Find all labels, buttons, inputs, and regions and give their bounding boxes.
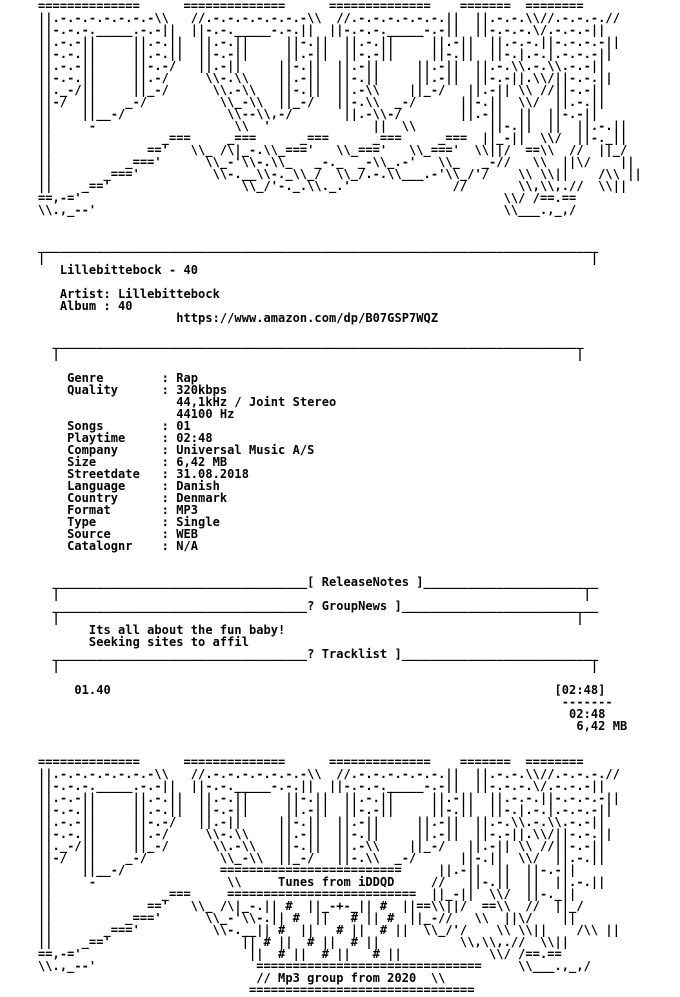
- nfo-line: || _===' \\-.__\\-._\\_/ \\_/.-.\\___.-'\\_/'/ \\ \\|| /\\ ||: [38, 167, 664, 181]
- nfo-line: ||.-.-|| ||.-.|| ||.-.|| ||-.|| ||.-.|| ||.-|| ||.-.-.||-.-.-.-||: [38, 35, 620, 49]
- nfo-line: || ||__-/ ========================= ||.-|| || ||-.-||: [38, 863, 577, 877]
- nfo-line: 44100 Hz: [38, 407, 235, 421]
- nfo-line: || _===' \\_-'\\-.|| # || # || # ||_-// \\ ||\/ ||: [38, 911, 599, 925]
- nfo-line: Catalognr : N/A: [38, 539, 199, 553]
- nfo-line: Country : Denmark: [38, 491, 228, 505]
- nfo-line: -------: [38, 695, 613, 709]
- nfo-line: || _=== ========================== ||_-|| \\/ ||-._||: [38, 887, 577, 901]
- nfo-line: ||-.-.|| ||.-.|| ||-.-|| ||.-|| ||-.-|| ||-.|| ||-.|.-.|.-.-.-||: [38, 803, 613, 817]
- nfo-line: | |: [38, 347, 584, 361]
- nfo-line: ||._-/|| ||_-/ \\.-\\ ||-.|| ||.-\\ ||_-/ ||.-|| \\ //||-.-||: [38, 83, 606, 97]
- nfo-line: ============== ============== ============== ======= ========: [38, 755, 584, 769]
- nfo-line: ||-.-.|| ||.-/ \\-.\\ ||.-|| ||-.|| ||.-|| ||-.-||.\\/||-.-.||: [38, 827, 613, 841]
- nfo-line: Artist: Lillebittebock: [38, 287, 220, 301]
- nfo-line: 44,1kHz / Joint Stereo: [38, 395, 337, 409]
- nfo-line: \\.,_--' \\___.,_,/: [38, 203, 584, 217]
- nfo-line: _____________________________________________________________________________: [38, 239, 599, 253]
- nfo-line: \\.,_--' =============================== \\___.,_,/: [38, 959, 599, 973]
- nfo-line: | |: [38, 251, 599, 265]
- nfo-line: || _=== _=== _=== _=== _=== ||_-|| \\/ ||-._||: [38, 131, 628, 145]
- nfo-line: ||-.-.|| ||.-/ \\-.\\ ||.-|| ||-.|| ||.-|| ||-.-||.\\/||-.-.||: [38, 71, 613, 85]
- nfo-line: _________________________________________________________________________: [38, 335, 584, 349]
- nfo-line: ==,-=' \\/ /==.==: [38, 191, 591, 205]
- nfo-line: ___________________________________? Tracklist ]___________________________: [38, 647, 599, 661]
- nfo-line: 01.40 [02:48]: [38, 683, 606, 697]
- nfo-line: ||.-.-.-.-.-.-.-\\ //.-.-.-.-.-.-.-\\ //.-.-.-.-.-.-.|| ||.-.-.\\//.-.-.-.//: [38, 11, 620, 25]
- nfo-line: Lillebittebock - 40: [38, 263, 199, 277]
- nfo-line: || - \\ ' || \\ ||-.|| || ||.-.||: [38, 119, 628, 133]
- nfo-line: ============== ============== ============== ======= ========: [38, 0, 584, 13]
- nfo-line: Streetdate : 31.08.2018: [38, 467, 249, 481]
- nfo-line: https://www.amazon.com/dp/B07GSP7WQZ: [38, 311, 439, 325]
- nfo-line: Language : Danish: [38, 479, 220, 493]
- nfo-line: ==,-=' || # || # || # || \\/ /==.==: [38, 947, 577, 961]
- nfo-line: Playtime : 02:48: [38, 431, 213, 445]
- nfo-line: ___________________________________? GroupNews ]___________________________: [38, 599, 599, 613]
- nfo-line: Its all about the fun baby!: [38, 623, 286, 637]
- nfo-line: || ==' \\_ /\|_-.\\_===' \\_===' \\_===' \\||/ ==\\ // ||_/: [38, 143, 635, 157]
- nfo-line: ||.-.-|| ||-.-/ ||.-|| ||-.|| ||.-|| ||.-|| ||.-.\\.-.\\.-.-||: [38, 59, 606, 73]
- nfo-line: || _==' \\_/'-._.\\._.' // \\,\\,.// \\||: [38, 179, 650, 193]
- nfo-line: // Mp3 group from 2020 \\: [38, 971, 446, 985]
- nfo-line: Format : MP3: [38, 503, 199, 517]
- nfo-line: ||.-.-|| ||-.-/ ||.-|| ||-.|| ||.-|| ||.-|| ||.-.\\.-.\\.-.-||: [38, 815, 606, 829]
- nfo-line: ||._-/|| ||_-/ \\.-\\ ||-.|| ||.-\\ ||_-/ ||.-|| \\ //||-.-||: [38, 839, 606, 853]
- nfo-line: Type : Single: [38, 515, 220, 529]
- nfo-line: Genre : Rap: [38, 371, 199, 385]
- nfo-line: | |: [38, 659, 599, 673]
- nfo-line: ___________________________________[ ReleaseNotes ]________________________: [38, 575, 599, 589]
- nfo-line: ||-.-.-._____.-.-|| ||-.-._____-.-.|| ||-.-.-._____-.-|| ||-.-.-.\/.-.-.-||: [38, 23, 606, 37]
- nfo-line: | |: [38, 611, 584, 625]
- nfo-line: ||-.-.|| ||.-.|| ||-.-|| ||.-|| ||-.-|| ||-.|| ||-.|.-.|.-.-.-||: [38, 47, 613, 61]
- nfo-line: ||.-.-.-.-.-.-.-\\ //.-.-.-.-.-.-.-\\ //.-.-.-.-.-.-.|| ||.-.-.\\//.-.-.-.//: [38, 767, 620, 781]
- nfo-line: | |: [38, 587, 591, 601]
- nfo-line: Company : Universal Music A/S: [38, 443, 315, 457]
- nfo-line: || _==' || # || # || # || \\,\\,.// \\||: [38, 935, 591, 949]
- nfo-line: Quality : 320kbps: [38, 383, 228, 397]
- nfo-line: 6,42 MB: [38, 719, 628, 733]
- nfo-line: ===============================: [38, 983, 475, 997]
- nfo-line: || _===' \\_-'\\-.\\_ _-._ _-\\_.-' \\_ _-// \\ ||\/ ||: [38, 155, 657, 169]
- nfo-line: ||-/ || _-/ \\_-\\ ||_-/ ||-.\\ _-/ ||-.|| \\/ ||.-.||: [38, 851, 606, 865]
- nfo-line: ||-.-.-._____.-.-|| ||-.-._____-.-.|| ||-.-.-._____-.-|| ||-.-.-.\/.-.-.-||: [38, 779, 606, 793]
- nfo-line: || ||__-/ \\--\\,-/ ||.-\\-/ ||.-|| || ||-.-||: [38, 107, 599, 121]
- nfo-line: || ==' \\_ /\|_-.|| # ||_-+-_|| # ||==\\||/ ==\\ // ||_/: [38, 899, 591, 913]
- nfo-line: Songs : 01: [38, 419, 191, 433]
- nfo-line: Seeking sites to affil: [38, 635, 249, 649]
- nfo-line: Size : 6,42 MB: [38, 455, 228, 469]
- nfo-line: Album : 40: [38, 299, 133, 313]
- nfo-line: Source : WEB: [38, 527, 199, 541]
- nfo-text: [38, 0, 664, 996]
- nfo-line: || _===' \\-.__|| # || # || # || \\_/'/ \\ \\|| /\\ ||: [38, 923, 642, 937]
- nfo-line: ||-/ || _-/ \\_-\\ ||_-/ ||-.\\ _-/ ||-.|| \\/ ||.-.||: [38, 95, 606, 109]
- nfo-line: 02:48: [38, 707, 606, 721]
- nfo-line: || - \\ Tunes from iDDQD // ||-.|| || ||.-.||: [38, 875, 606, 889]
- nfo-line: ||.-.-|| ||.-.|| ||.-.|| ||-.|| ||.-.|| ||.-|| ||.-.-.||-.-.-.-||: [38, 791, 620, 805]
